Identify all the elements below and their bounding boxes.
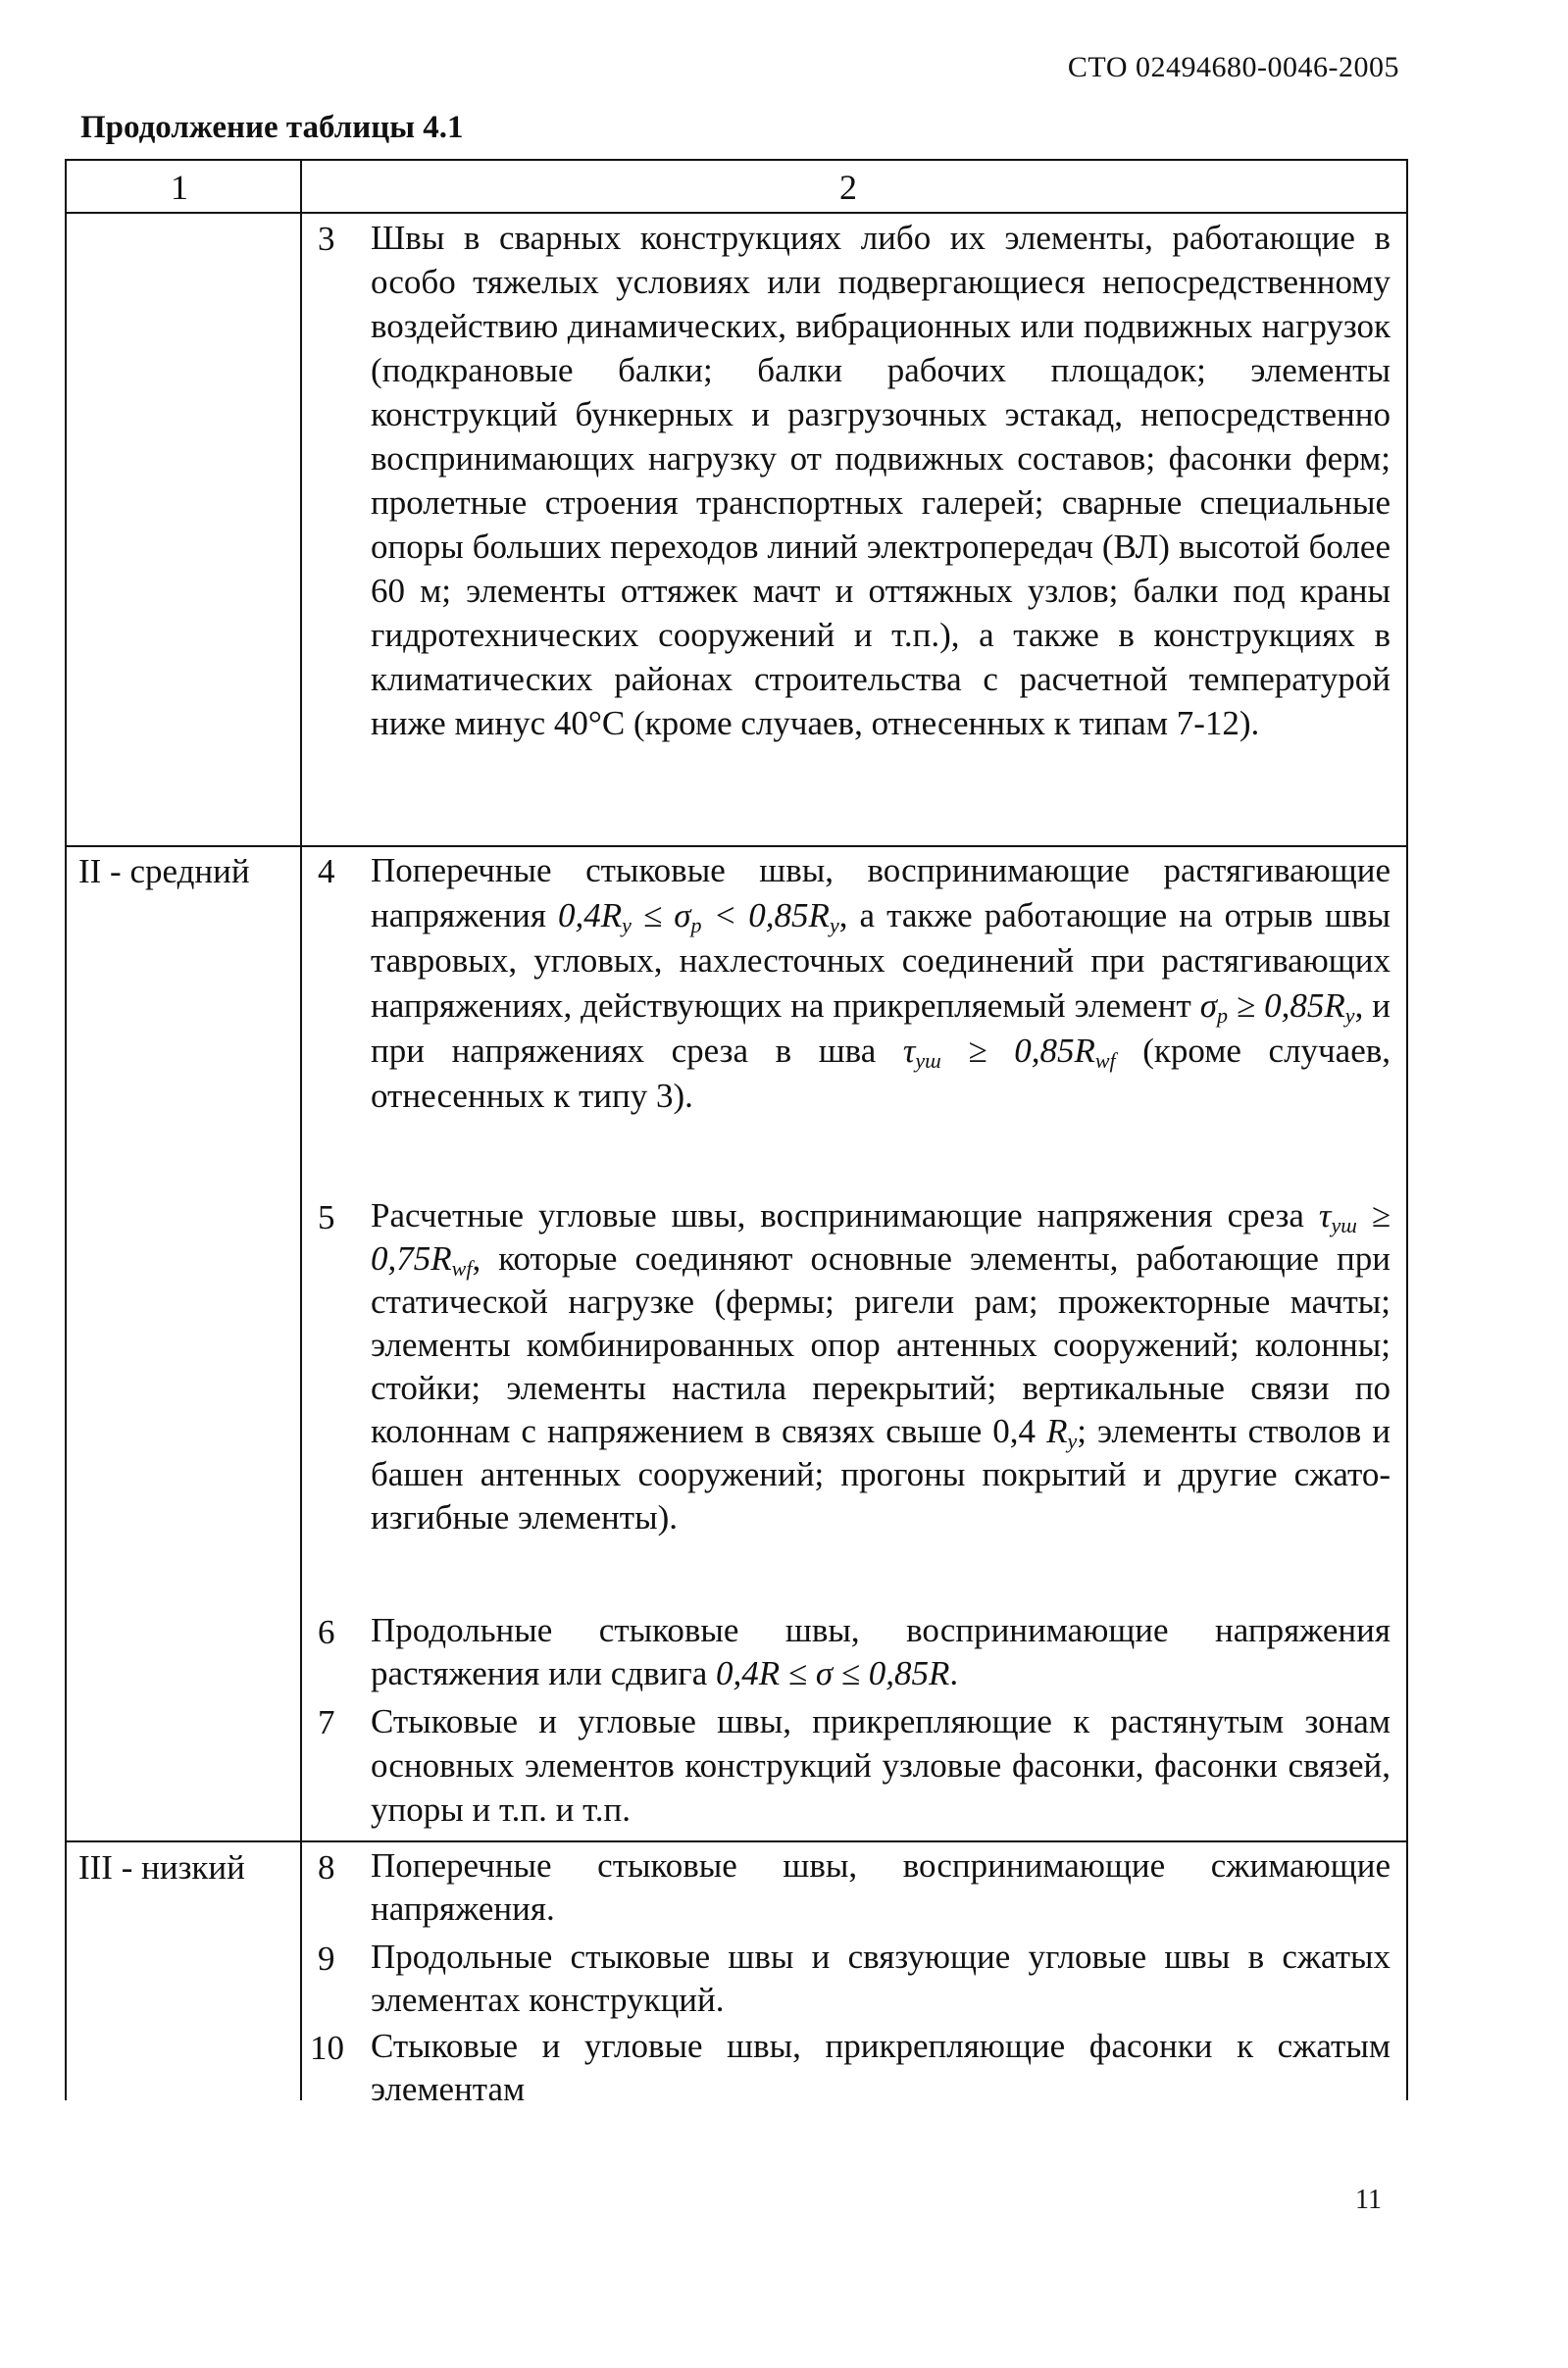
item-number: 3 (318, 220, 335, 258)
item-text: Продольные стыковые швы и связующие угловые швы в сжатых элементах конструкций. (371, 1938, 1391, 2019)
item-number: 10 (310, 2029, 344, 2067)
item-text: Поперечные стыковые швы, воспринимающие сжимающие напряжения. (371, 1846, 1391, 1928)
table-border-left (65, 159, 67, 2100)
item-number: 7 (318, 1703, 335, 1741)
formula: $\tau_{уш} \ge 0,75R_{wf}$ (371, 1196, 1391, 1281)
table-row-divider (65, 1840, 1408, 1842)
item-text-part: , и при напряжениях среза в шва (371, 986, 1391, 1070)
item-text (371, 1194, 1391, 1539)
table-column-divider (300, 159, 302, 2100)
table-4-1 (65, 159, 1408, 2108)
item-text-part: Расчетные угловые швы, воспринимающие напряжения среза (371, 1196, 1304, 1234)
table-header-divider (65, 212, 1408, 214)
item-text-part: ; элементы стволов и башен антенных сооружений; прогоны покрытий и другие сжато-изгибные элементы). (371, 1412, 1391, 1537)
column-header-2: 2 (839, 168, 857, 207)
formula: 0,4R ≤ σ ≤ 0,85R (715, 1654, 950, 1692)
item-text: Стыковые и угловые швы, прикрепляющие к растянутым зонам основных элементов конструкций узловые фасонки, фасонки связей, упоры и т.п. и т.п. (371, 1702, 1391, 1829)
document-code: СТО 02494680-0046-2005 (1067, 51, 1399, 83)
column-header-1: 1 (171, 168, 188, 207)
item-text-part: Поперечные стыковые швы, воспринимающие растягивающие напряжения (371, 851, 1391, 934)
item-number: 4 (318, 852, 335, 890)
item-text-part: , а также работающие на отрыв швы тавровых, угловых, нахлесточных соединений при растягивающих напряжениях, действующих на прикрепляемый элемент (371, 896, 1391, 1025)
formula: $\sigma_p \ge 0,85R_y$ (1199, 986, 1355, 1028)
formula: $R_y$ (1046, 1412, 1078, 1453)
item-text-part: , которые соединяют основные элементы, работающие при статической нагрузке (фермы; ригели рам; прожекторные мачты; элементы комбинированных опор антенных сооружений; колонны; стойки; элементы настила перекрытий; вертикальные связи по колоннам с напряжением в связях свыше 0,4 (371, 1239, 1391, 1450)
formula: $\tau_{уш} \ge 0,85R_{wf}$ (902, 1032, 1116, 1073)
page-number: 11 (1355, 2185, 1382, 2215)
table-border-top (65, 159, 1408, 161)
item-number: 6 (318, 1613, 335, 1651)
table-caption: Продолжение таблицы 4.1 (80, 110, 464, 145)
item-number: 5 (318, 1198, 335, 1236)
item-number: 9 (318, 1940, 335, 1978)
formula: $0,4R_y \le \sigma_p < 0,85R_y$ (558, 896, 839, 937)
item-text-part: (кроме случаев, отнесенных к типу 3). (371, 1032, 1391, 1115)
table-row-divider (65, 845, 1408, 847)
item-number: 8 (318, 1848, 335, 1887)
table-border-right (1406, 159, 1408, 2100)
category-low: III - низкий (78, 1848, 245, 1887)
category-medium: II - средний (78, 852, 250, 890)
item-text-part: Продольные стыковые швы, воспринимающие напряжения растяжения или сдвига (371, 1611, 1391, 1692)
item-text-part: . (949, 1654, 959, 1692)
item-text (371, 848, 1391, 1119)
item-text (371, 1609, 1391, 1695)
item-text: Стыковые и угловые швы, прикрепляющие фасонки к сжатым элементам (371, 2027, 1391, 2108)
item-text: Швы в сварных конструкциях либо их элементы, работающие в особо тяжелых условиях или подвергающиеся непосредственному воздействию динамических, вибрационных или подвижных нагрузок (подкрановые балки; балки рабочих площадок; элементы конструкций бункерных и разгрузочных эстакад, непосредственно воспринимающих нагрузку от подвижных составов; фасонки ферм; пролетные строения транспортных галерей; сварные специальные опоры больших переходов линий электропередач (ВЛ) высотой более 60 м; элементы оттяжек мачт и оттяжных узлов; балки под краны гидротехнических сооружений и т.п.), а также в конструкциях в климатических районах строительства с расчетной температурой ниже минус 40°С (кроме случаев, отнесенных к типам 7-12). (371, 219, 1391, 742)
